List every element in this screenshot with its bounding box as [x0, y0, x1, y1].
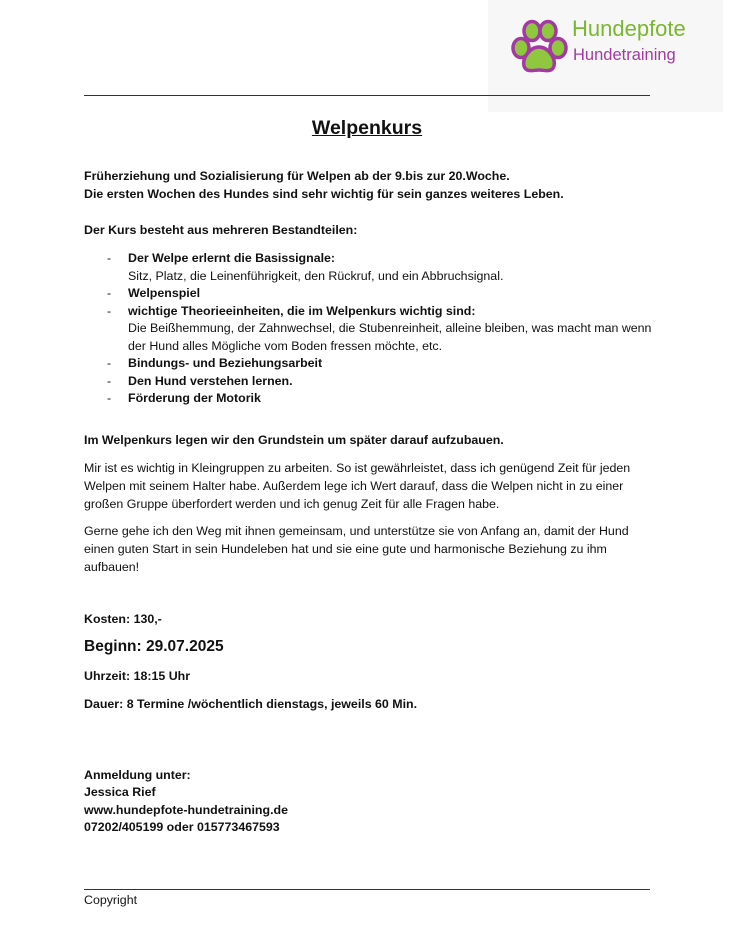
website-link[interactable]: www.hundepfote-hundetraining.de	[84, 803, 288, 817]
brand-subtitle: Hundetraining	[573, 46, 676, 64]
copyright-text: Copyright	[84, 893, 138, 907]
list-item-head: Den Hund verstehen lernen.	[128, 373, 293, 388]
intro-line-2: Die ersten Wochen des Hundes sind sehr wichtig für sein ganzes weiteres Leben.	[84, 187, 564, 201]
bullet-dash: -	[107, 251, 112, 265]
registration-label: Anmeldung unter:	[84, 768, 191, 782]
paragraph-groups: Mir ist es wichtig in Kleingruppen zu arbeiten. So ist gewährleistet, dass ich genügend Zeit für jeden Welpen mit seinem Halter habe. Außerdem lege ich Wert darauf, dass die Welpen nicht in zu einer großen Gruppe überfordert werden und ich genug Zeit für alle Fragen habe.	[84, 461, 631, 511]
paw-logo-icon	[510, 18, 568, 78]
components-heading: Der Kurs besteht aus mehreren Bestandteilen:	[84, 223, 358, 237]
list-item-head: wichtige Theorieeinheiten, die im Welpenkurs wichtig sind:	[128, 303, 476, 318]
page-title: Welpenkurs	[311, 117, 423, 139]
list-item	[107, 303, 667, 356]
header-rule	[84, 95, 650, 96]
duration-line: Dauer: 8 Termine /wöchentlich dienstags, jeweils 60 Min.	[84, 697, 418, 711]
list-item-head: Welpenspiel	[128, 286, 201, 300]
foundation-line: Im Welpenkurs legen wir den Grundstein um später darauf aufzubauen.	[84, 433, 504, 447]
bullet-dash: -	[107, 356, 112, 370]
bullet-dash: -	[107, 303, 112, 318]
list-item	[107, 373, 667, 391]
list-item-head: Bindungs- und Beziehungsarbeit	[128, 356, 323, 370]
time-line: Uhrzeit: 18:15 Uhr	[84, 669, 191, 683]
paragraph-together: Gerne gehe ich den Weg mit ihnen gemeinsam, und unterstütze sie von Anfang an, damit der Hund einen guten Start in sein Hundeleben hat und sie eine gute und harmonische Beziehung zu ihm aufbauen!	[84, 524, 629, 574]
bullet-dash: -	[107, 373, 112, 388]
footer-rule	[84, 889, 650, 890]
list-item	[107, 390, 667, 408]
bullet-dash: -	[107, 391, 112, 405]
phone-numbers: 07202/405199 oder 015773467593	[84, 820, 280, 834]
list-item-text: Sitz, Platz, die Leinenführigkeit, den Rückruf, und ein Abbruchsignal.	[128, 268, 504, 283]
price-line: Kosten: 130,-	[84, 612, 162, 626]
intro-line-1: Früherziehung und Sozialisierung für Welpen ab der 9.bis zur 20.Woche.	[84, 169, 510, 183]
start-date: Beginn: 29.07.2025	[84, 638, 224, 655]
list-item	[107, 285, 667, 303]
list-item-head: Förderung der Motorik	[128, 391, 261, 405]
component-list	[107, 250, 667, 408]
list-item-text: Die Beißhemmung, der Zahnwechsel, die Stubenreinheit, alleine bleiben, was macht man wenn der Hund alles Mögliche vom Boden fressen möchte, etc.	[128, 321, 652, 353]
contact-name: Jessica Rief	[84, 785, 156, 799]
brand-name: Hundepfote	[572, 16, 686, 41]
bullet-dash: -	[107, 286, 112, 300]
list-item	[107, 250, 667, 285]
list-item	[107, 355, 667, 373]
list-item-head: Der Welpe erlernt die Basissignale:	[128, 251, 336, 265]
